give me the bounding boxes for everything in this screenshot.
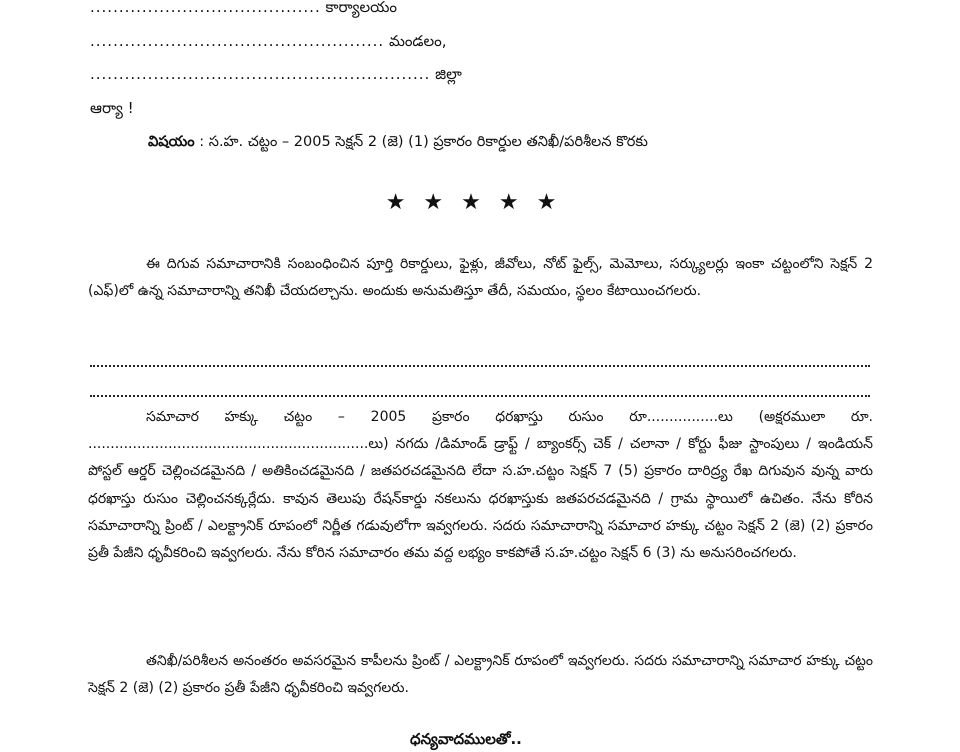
office-blank: ........................................ <box>90 0 321 16</box>
blank-line-2 <box>90 395 870 397</box>
district-label: జిల్లా <box>435 65 462 83</box>
paragraph-copies-request: తనిఖీ/పరిశీలన అనంతరం అవసరమైన కాపీలను ప్రింట్ / ఎలక్ట్రానిక్ రూపంలో ఇవ్వగలరు. సదరు సమాచారాన్ని సమాచార హక్కు చట్టం సెక్షన్ 2 (జె) (2) ప్రకారం ప్రతీ పేజీని ధృవీకరించి ఇవ్వగలరు. <box>88 653 873 697</box>
paragraph-records-request: ఈ దిగువ సమాచారానికి సంబంధించిన పూర్తి రికార్డులు, ఫైళ్లు, జీవోలు, నోట్ ఫైల్స్, మెమోలు, సర్క్యులర్లు ఇంకా చట్టంలోని సెక్షన్ 2 (ఎఫ్)లో ఉన్న సమాచారాన్ని తనిఖీ చేయదల్చాను. అందుకు అనుమతిస్తూ తేదీ, సమయం, స్థలం కేటాయించగలరు. <box>88 256 873 300</box>
mandal-blank: ................................................... <box>90 32 385 50</box>
closing-text: ధన్యవాదములతో.. <box>410 730 522 748</box>
office-label: కార్యాలయం <box>325 0 397 16</box>
address-office-line <box>90 0 397 18</box>
address-mandal-line <box>90 30 447 52</box>
subject-label: విషయం <box>148 134 195 150</box>
mandal-label: మండలం, <box>388 32 447 50</box>
address-district-line <box>90 63 462 85</box>
blank-line-1 <box>90 365 870 367</box>
star-separator: ★★★★★ <box>385 190 575 215</box>
paragraph-fee-details: సమాచార హక్కు చట్టం – 2005 ప్రకారం ధరఖాస్తు రుసుం రూ................లు (అక్షరములా రూ. ...............................................................లు) నగదు /డిమాండ్ డ్రాఫ్ట్ / బ్యాంకర్స్ చెక్ / చలానా / కోర్టు ఫీజు స్టాంపులు / ఇండియన్ పోస్టల్ ఆర్డర్ చెల్లించడమైనది / అతికించడమైనది / జతపరచడమైనది లేదా స.హ.చట్టం సెక్షన్ 7 (5) ప్రకారం దారిద్ర్య రేఖ దిగువున వున్న వారు ధరఖాస్తు రుసుం చెల్లించనక్కర్లేదు. కావున తెలుపు రేషన్‌కార్డు నకలును ధరఖాస్తుకు జతపరచడమైనది / గ్రామ స్థాయిలో ఉచితం. నేను కోరిన సమాచారాన్ని ప్రింట్ / ఎలక్ట్రానిక్ రూపంలో నిర్ణీత గడువులోగా ఇవ్వగలరు. సదరు సమాచారాన్ని సమాచార హక్కు చట్టం సెక్షన్ 2 (జె) (2) ప్రకారం ప్రతీ పేజీని ధృవీకరించి ఇవ్వగలరు. నేను కోరిన సమాచారం తమ వద్ద లభ్యం కాకపోతే స.హ.చట్టం సెక్షన్ 6 (3) ను అనుసరించగలరు. <box>88 409 873 562</box>
subject-text: : స.హ. చట్టం – 2005 సెక్షన్ 2 (జె) (1) ప్రకారం రికార్డుల తనిఖీ/పరిశీలన కొరకు <box>199 134 648 150</box>
salutation: ఆర్యా ! <box>90 99 134 117</box>
subject-line <box>148 131 648 153</box>
district-blank: ........................................................... <box>90 65 431 83</box>
